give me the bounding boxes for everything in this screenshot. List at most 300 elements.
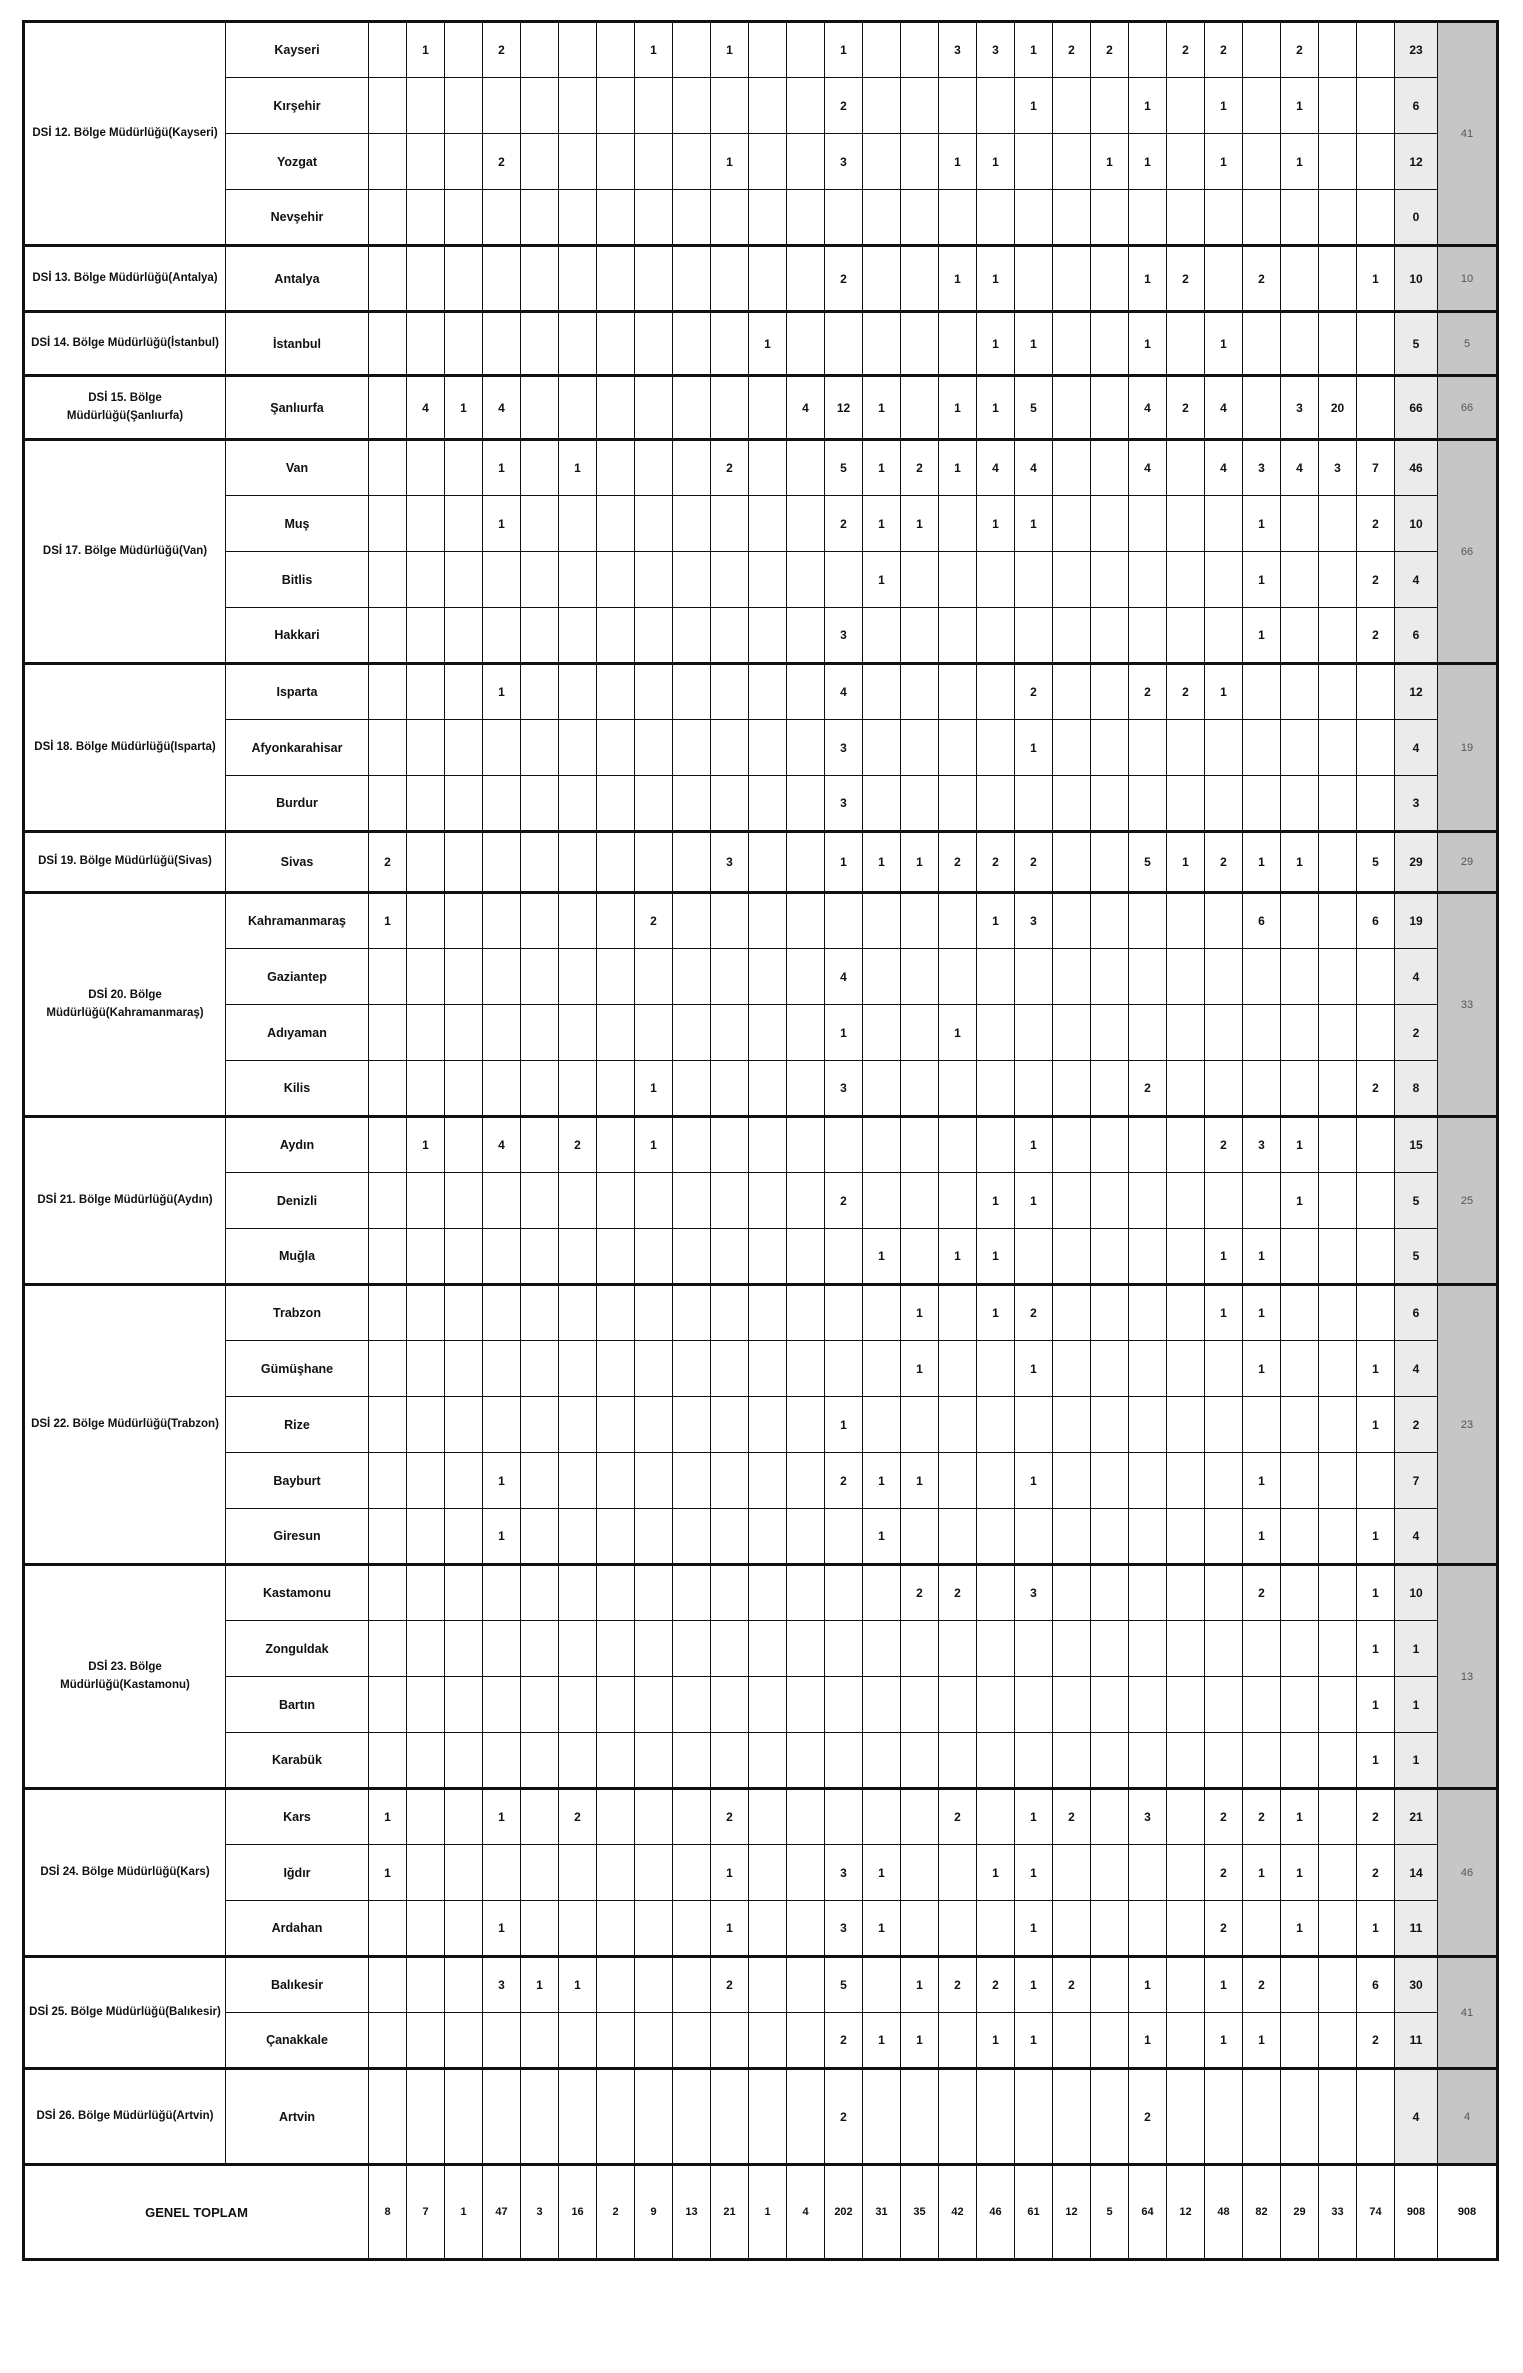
data-cell <box>1091 1285 1129 1341</box>
data-cell <box>787 1117 825 1173</box>
data-cell <box>1319 246 1357 312</box>
data-cell <box>977 608 1015 664</box>
data-cell <box>977 1453 1015 1509</box>
data-cell <box>407 1341 445 1397</box>
data-cell <box>1281 246 1319 312</box>
data-cell <box>407 246 445 312</box>
data-cell <box>863 1621 901 1677</box>
data-cell <box>901 190 939 246</box>
data-cell <box>559 376 597 440</box>
data-cell <box>1091 190 1129 246</box>
data-cell <box>1091 1565 1129 1621</box>
data-table <box>22 20 1499 2261</box>
data-cell <box>673 1957 711 2013</box>
data-cell: 2 <box>1357 552 1395 608</box>
data-cell <box>407 1285 445 1341</box>
table-row <box>24 1789 1498 1845</box>
row-total-cell: 5 <box>1395 1173 1438 1229</box>
data-cell <box>1319 78 1357 134</box>
data-cell: 1 <box>1357 1733 1395 1789</box>
data-cell <box>597 134 635 190</box>
table-row <box>24 1397 1498 1453</box>
grand-total-data-cell: 46 <box>977 2165 1015 2260</box>
data-cell <box>1357 190 1395 246</box>
data-cell <box>521 1621 559 1677</box>
data-cell <box>445 1957 483 2013</box>
data-cell <box>521 78 559 134</box>
data-cell <box>1015 1061 1053 1117</box>
data-cell: 1 <box>635 1061 673 1117</box>
data-cell <box>863 1117 901 1173</box>
table-body <box>24 22 1498 2260</box>
region-total-cell: 41 <box>1438 22 1498 246</box>
data-cell: 3 <box>1129 1789 1167 1845</box>
data-cell <box>521 1341 559 1397</box>
data-cell <box>1053 2069 1091 2165</box>
data-cell <box>787 2013 825 2069</box>
province-cell: Denizli <box>226 1173 369 1229</box>
data-cell <box>711 776 749 832</box>
data-cell <box>1243 720 1281 776</box>
data-cell <box>635 1509 673 1565</box>
province-cell: Ardahan <box>226 1901 369 1957</box>
data-cell <box>635 78 673 134</box>
data-cell <box>787 2069 825 2165</box>
data-cell: 2 <box>711 440 749 496</box>
data-cell <box>901 22 939 78</box>
province-cell: Zonguldak <box>226 1621 369 1677</box>
data-cell <box>1243 1005 1281 1061</box>
province-cell: Rize <box>226 1397 369 1453</box>
data-cell: 1 <box>977 246 1015 312</box>
data-cell <box>749 720 787 776</box>
data-cell <box>787 1901 825 1957</box>
data-cell <box>483 1621 521 1677</box>
data-cell: 1 <box>863 832 901 893</box>
data-cell <box>483 312 521 376</box>
region-label-cell: DSİ 23. Bölge Müdürlüğü(Kastamonu) <box>24 1565 226 1789</box>
data-cell <box>1129 1453 1167 1509</box>
data-cell <box>1129 1285 1167 1341</box>
data-cell <box>749 2069 787 2165</box>
data-cell <box>1357 664 1395 720</box>
data-cell: 1 <box>1205 2013 1243 2069</box>
data-cell <box>407 1733 445 1789</box>
data-cell <box>749 1285 787 1341</box>
table-row <box>24 776 1498 832</box>
data-cell <box>1205 496 1243 552</box>
data-cell <box>559 664 597 720</box>
data-cell <box>369 312 407 376</box>
data-cell <box>369 2013 407 2069</box>
data-cell <box>559 78 597 134</box>
data-cell: 1 <box>977 1173 1015 1229</box>
data-cell: 1 <box>1129 2013 1167 2069</box>
data-cell <box>1205 1453 1243 1509</box>
row-total-cell: 15 <box>1395 1117 1438 1173</box>
data-cell: 2 <box>825 1173 863 1229</box>
data-cell: 3 <box>977 22 1015 78</box>
data-cell <box>445 78 483 134</box>
grand-total-data-cell: 48 <box>1205 2165 1243 2260</box>
province-cell: Trabzon <box>226 1285 369 1341</box>
data-cell <box>863 1173 901 1229</box>
data-cell: 1 <box>1205 664 1243 720</box>
table-row <box>24 312 1498 376</box>
data-cell <box>1281 1453 1319 1509</box>
data-cell <box>863 720 901 776</box>
data-cell <box>901 1005 939 1061</box>
data-cell <box>1129 1117 1167 1173</box>
data-cell <box>787 1621 825 1677</box>
data-cell <box>825 1341 863 1397</box>
province-cell: Antalya <box>226 246 369 312</box>
data-cell: 1 <box>1243 1845 1281 1901</box>
data-cell <box>1167 1005 1205 1061</box>
data-cell <box>597 832 635 893</box>
data-cell <box>1015 1397 1053 1453</box>
table-sheet <box>22 20 1499 2261</box>
data-cell <box>863 246 901 312</box>
data-cell: 6 <box>1357 1957 1395 2013</box>
data-cell <box>711 1173 749 1229</box>
data-cell <box>863 1565 901 1621</box>
data-cell <box>1015 608 1053 664</box>
data-cell <box>711 246 749 312</box>
data-cell <box>939 608 977 664</box>
data-cell: 1 <box>1281 1845 1319 1901</box>
province-cell: Giresun <box>226 1509 369 1565</box>
data-cell <box>1205 893 1243 949</box>
data-cell <box>445 1509 483 1565</box>
grand-total-data-cell: 82 <box>1243 2165 1281 2260</box>
data-cell <box>673 552 711 608</box>
data-cell <box>521 2069 559 2165</box>
data-cell <box>635 1397 673 1453</box>
data-cell <box>1205 1397 1243 1453</box>
data-cell <box>559 1733 597 1789</box>
data-cell <box>1129 552 1167 608</box>
data-cell <box>711 2013 749 2069</box>
data-cell <box>711 1229 749 1285</box>
data-cell <box>1053 1061 1091 1117</box>
data-cell: 2 <box>1357 2013 1395 2069</box>
data-cell: 1 <box>977 1229 1015 1285</box>
data-cell <box>1091 1901 1129 1957</box>
grand-total-data-cell: 35 <box>901 2165 939 2260</box>
data-cell: 2 <box>1167 376 1205 440</box>
data-cell <box>939 1509 977 1565</box>
data-cell: 1 <box>1243 1453 1281 1509</box>
data-cell: 1 <box>1281 1117 1319 1173</box>
data-cell <box>749 1901 787 1957</box>
data-cell <box>673 776 711 832</box>
data-cell <box>1015 552 1053 608</box>
data-cell <box>445 1621 483 1677</box>
data-cell <box>711 608 749 664</box>
data-cell <box>1167 440 1205 496</box>
data-cell <box>901 720 939 776</box>
data-cell <box>901 1509 939 1565</box>
data-cell <box>635 608 673 664</box>
data-cell <box>559 1173 597 1229</box>
data-cell <box>445 1789 483 1845</box>
data-cell <box>369 1117 407 1173</box>
data-cell <box>483 1845 521 1901</box>
data-cell <box>369 2069 407 2165</box>
data-cell <box>1205 949 1243 1005</box>
data-cell <box>711 190 749 246</box>
data-cell <box>1319 893 1357 949</box>
data-cell <box>1357 1117 1395 1173</box>
data-cell <box>749 1117 787 1173</box>
data-cell <box>1205 1733 1243 1789</box>
data-cell <box>1281 312 1319 376</box>
data-cell <box>1281 1677 1319 1733</box>
data-cell <box>977 776 1015 832</box>
data-cell <box>1053 376 1091 440</box>
data-cell <box>483 1061 521 1117</box>
data-cell <box>749 1173 787 1229</box>
data-cell <box>521 893 559 949</box>
row-total-cell: 4 <box>1395 949 1438 1005</box>
data-cell <box>559 949 597 1005</box>
data-cell: 1 <box>1281 832 1319 893</box>
province-cell: Bitlis <box>226 552 369 608</box>
data-cell <box>1167 1397 1205 1453</box>
data-cell <box>1015 949 1053 1005</box>
data-cell <box>1053 552 1091 608</box>
data-cell <box>1129 1397 1167 1453</box>
data-cell <box>673 1845 711 1901</box>
data-cell <box>1053 1733 1091 1789</box>
grand-total-data-cell: 5 <box>1091 2165 1129 2260</box>
grand-total-row <box>24 2165 1498 2260</box>
data-cell: 3 <box>1015 1565 1053 1621</box>
data-cell <box>445 134 483 190</box>
data-cell <box>673 190 711 246</box>
data-cell <box>863 776 901 832</box>
data-cell <box>1053 1229 1091 1285</box>
data-cell <box>1053 1341 1091 1397</box>
data-cell <box>1015 1005 1053 1061</box>
data-cell: 1 <box>1015 2013 1053 2069</box>
data-cell: 2 <box>1357 1061 1395 1117</box>
data-cell <box>1357 312 1395 376</box>
data-cell: 1 <box>901 2013 939 2069</box>
data-cell <box>1281 1509 1319 1565</box>
data-cell <box>1167 1173 1205 1229</box>
data-cell <box>825 552 863 608</box>
data-cell <box>863 608 901 664</box>
data-cell: 2 <box>483 134 521 190</box>
data-cell <box>749 664 787 720</box>
data-cell <box>711 496 749 552</box>
data-cell <box>635 1285 673 1341</box>
data-cell: 1 <box>369 893 407 949</box>
table-row <box>24 1957 1498 2013</box>
data-cell <box>1091 1733 1129 1789</box>
data-cell: 1 <box>635 22 673 78</box>
data-cell <box>559 2069 597 2165</box>
data-cell <box>711 1005 749 1061</box>
data-cell <box>445 893 483 949</box>
data-cell <box>711 949 749 1005</box>
province-cell: Gaziantep <box>226 949 369 1005</box>
data-cell <box>1357 78 1395 134</box>
data-cell: 3 <box>825 608 863 664</box>
data-cell <box>1281 1565 1319 1621</box>
data-cell <box>445 2069 483 2165</box>
data-cell <box>1015 190 1053 246</box>
data-cell <box>559 22 597 78</box>
data-cell <box>597 776 635 832</box>
data-cell <box>1319 1677 1357 1733</box>
data-cell <box>1091 312 1129 376</box>
data-cell <box>1167 312 1205 376</box>
data-cell <box>977 1733 1015 1789</box>
data-cell <box>369 440 407 496</box>
data-cell <box>749 832 787 893</box>
data-cell <box>673 134 711 190</box>
table-row <box>24 1453 1498 1509</box>
data-cell <box>787 664 825 720</box>
data-cell <box>1091 1173 1129 1229</box>
data-cell <box>597 246 635 312</box>
data-cell <box>559 776 597 832</box>
data-cell: 2 <box>977 1957 1015 2013</box>
province-cell: Hakkari <box>226 608 369 664</box>
data-cell <box>521 1565 559 1621</box>
data-cell <box>521 776 559 832</box>
data-cell <box>673 246 711 312</box>
grand-total-data-cell: 4 <box>787 2165 825 2260</box>
data-cell: 2 <box>635 893 673 949</box>
data-cell <box>901 608 939 664</box>
data-cell: 1 <box>825 22 863 78</box>
data-cell <box>1091 776 1129 832</box>
data-cell <box>369 496 407 552</box>
region-label-cell: DSİ 19. Bölge Müdürlüğü(Sivas) <box>24 832 226 893</box>
data-cell: 1 <box>1205 312 1243 376</box>
data-cell <box>1129 720 1167 776</box>
data-cell <box>1129 190 1167 246</box>
data-cell: 1 <box>369 1789 407 1845</box>
data-cell <box>1243 1173 1281 1229</box>
region-total-cell: 66 <box>1438 440 1498 664</box>
data-cell <box>559 2013 597 2069</box>
data-cell <box>939 1117 977 1173</box>
data-cell <box>521 1509 559 1565</box>
data-cell: 1 <box>1015 78 1053 134</box>
data-cell <box>1129 1901 1167 1957</box>
data-cell: 1 <box>939 1005 977 1061</box>
data-cell <box>749 22 787 78</box>
data-cell: 2 <box>1205 832 1243 893</box>
data-cell <box>901 376 939 440</box>
data-cell <box>939 190 977 246</box>
data-cell <box>369 78 407 134</box>
data-cell <box>1053 2013 1091 2069</box>
data-cell <box>559 190 597 246</box>
province-cell: Nevşehir <box>226 190 369 246</box>
data-cell <box>521 1061 559 1117</box>
province-cell: İstanbul <box>226 312 369 376</box>
data-cell <box>445 608 483 664</box>
data-cell: 2 <box>559 1789 597 1845</box>
data-cell <box>407 2069 445 2165</box>
data-cell <box>635 376 673 440</box>
region-label-cell: DSİ 22. Bölge Müdürlüğü(Trabzon) <box>24 1285 226 1565</box>
data-cell: 1 <box>1357 1621 1395 1677</box>
data-cell <box>1015 1229 1053 1285</box>
grand-total-data-cell: 64 <box>1129 2165 1167 2260</box>
data-cell <box>597 376 635 440</box>
data-cell: 2 <box>1015 1285 1053 1341</box>
data-cell: 1 <box>1243 1229 1281 1285</box>
data-cell <box>1129 893 1167 949</box>
data-cell <box>521 1789 559 1845</box>
data-cell <box>1053 1677 1091 1733</box>
data-cell: 1 <box>1243 608 1281 664</box>
data-cell <box>483 2069 521 2165</box>
data-cell: 2 <box>1357 1789 1395 1845</box>
data-cell: 1 <box>711 1845 749 1901</box>
data-cell <box>825 1733 863 1789</box>
data-cell <box>407 1565 445 1621</box>
table-row <box>24 1061 1498 1117</box>
data-cell <box>521 440 559 496</box>
data-cell <box>1243 312 1281 376</box>
data-cell <box>521 1117 559 1173</box>
data-cell: 1 <box>901 832 939 893</box>
data-cell <box>901 134 939 190</box>
data-cell: 1 <box>1243 496 1281 552</box>
data-cell <box>863 22 901 78</box>
data-cell <box>939 1901 977 1957</box>
data-cell <box>445 1733 483 1789</box>
data-cell <box>407 893 445 949</box>
data-cell <box>1053 832 1091 893</box>
data-cell <box>1091 2013 1129 2069</box>
data-cell <box>1053 664 1091 720</box>
data-cell <box>1091 1789 1129 1845</box>
data-cell: 1 <box>749 312 787 376</box>
data-cell: 20 <box>1319 376 1357 440</box>
data-cell: 1 <box>559 440 597 496</box>
region-total-cell: 19 <box>1438 664 1498 832</box>
data-cell <box>711 376 749 440</box>
data-cell <box>711 78 749 134</box>
data-cell: 1 <box>1243 1285 1281 1341</box>
data-cell <box>787 608 825 664</box>
data-cell: 1 <box>1205 1957 1243 2013</box>
data-cell: 1 <box>1015 1341 1053 1397</box>
province-cell: Gümüşhane <box>226 1341 369 1397</box>
data-cell: 4 <box>787 376 825 440</box>
data-cell <box>1281 1341 1319 1397</box>
data-cell <box>787 1789 825 1845</box>
data-cell <box>407 832 445 893</box>
data-cell <box>635 1229 673 1285</box>
data-cell: 1 <box>825 1005 863 1061</box>
data-cell <box>749 1509 787 1565</box>
data-cell: 1 <box>1015 1173 1053 1229</box>
data-cell: 2 <box>1167 246 1205 312</box>
grand-total-data-cell: 7 <box>407 2165 445 2260</box>
data-cell <box>787 1229 825 1285</box>
data-cell: 2 <box>1205 1901 1243 1957</box>
